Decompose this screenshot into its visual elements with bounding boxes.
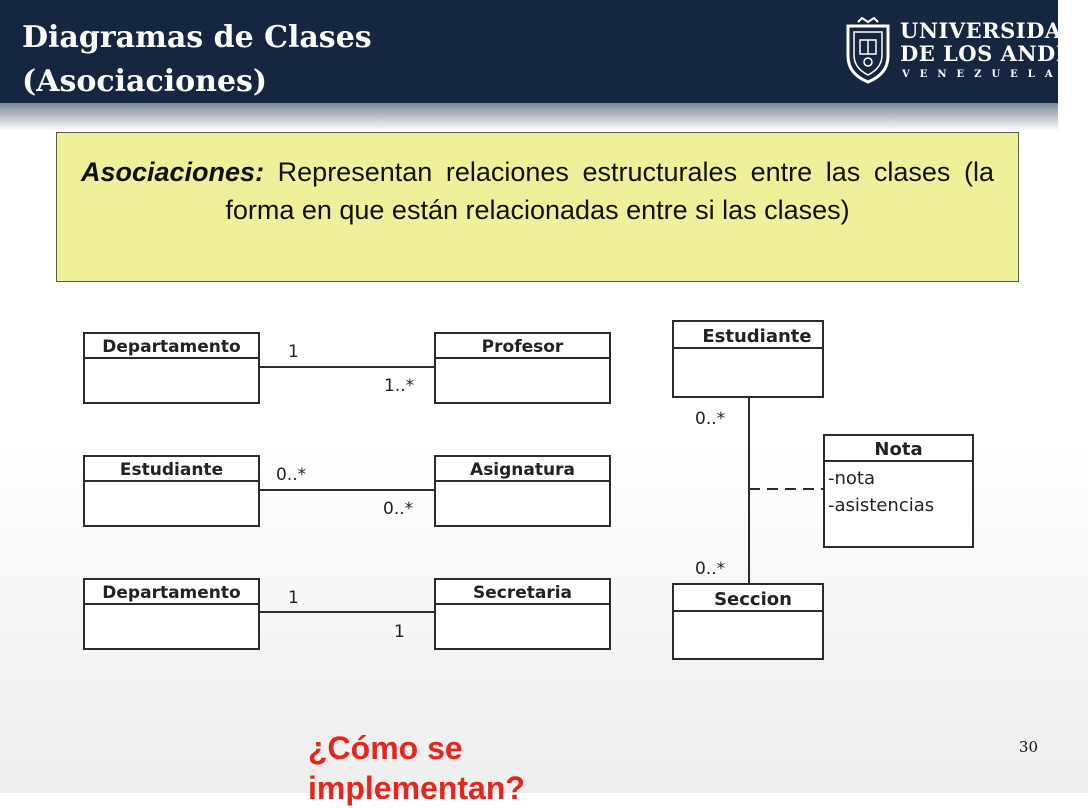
header-shadow bbox=[0, 103, 1058, 131]
university-logo bbox=[842, 18, 1088, 88]
class-name: Estudiante bbox=[119, 460, 224, 480]
uml-class-departamento bbox=[84, 333, 259, 403]
page-number: 30 bbox=[1018, 738, 1038, 756]
uml-class-asignatura bbox=[435, 456, 610, 526]
uml-class-seccion bbox=[673, 584, 823, 659]
slide-header bbox=[0, 0, 1088, 103]
uml-class-nota bbox=[824, 435, 973, 547]
definition-text: Representan relaciones estructurales entre las clases (la forma en que están relacionadas entre si las clases) bbox=[225, 157, 994, 225]
class-name: Nota bbox=[874, 439, 923, 460]
class-name: Secretaria bbox=[472, 583, 573, 603]
class-name: Estudiante bbox=[702, 326, 812, 347]
slide-title bbox=[22, 16, 442, 104]
class-name: Departamento bbox=[102, 337, 241, 357]
logo-text-venezuela: VENEZUELA bbox=[902, 69, 1063, 80]
uml-class-profesor bbox=[435, 333, 610, 403]
question-line2: implementan? bbox=[308, 770, 525, 806]
multiplicity-label: 0..* bbox=[695, 559, 726, 579]
definition-box bbox=[56, 132, 1019, 282]
class-name: Profesor bbox=[481, 337, 564, 357]
multiplicity-label: 0..* bbox=[695, 409, 726, 429]
multiplicity-label: 1 bbox=[288, 588, 299, 608]
multiplicity-label: 0..* bbox=[383, 499, 414, 519]
class-name: Departamento bbox=[102, 583, 241, 603]
question-line1: ¿Cómo se bbox=[308, 730, 463, 766]
uml-class-secretaria bbox=[435, 579, 610, 649]
logo-text-de-los-andes: DE LOS ANDES bbox=[900, 41, 1088, 66]
uml-class-estudiante bbox=[673, 321, 823, 397]
multiplicity-label: 1 bbox=[394, 622, 405, 642]
multiplicity-label: 1 bbox=[288, 342, 299, 362]
class-attribute: -nota bbox=[828, 468, 876, 489]
slide-title-line1: Diagramas de Clases bbox=[22, 20, 372, 55]
question-text bbox=[308, 728, 608, 808]
slide-title-line2: (Asociaciones) bbox=[22, 64, 268, 99]
class-attribute: -asistencias bbox=[828, 495, 935, 516]
uml-association-diagram bbox=[0, 300, 1058, 670]
university-seal-icon bbox=[842, 18, 894, 84]
uml-class-estudiante bbox=[84, 456, 259, 526]
multiplicity-label: 1..* bbox=[384, 376, 415, 396]
class-name: Seccion bbox=[714, 589, 792, 610]
class-name: Asignatura bbox=[470, 460, 575, 480]
logo-text-universidad: UNIVERSIDAD bbox=[900, 18, 1081, 43]
definition-term: Asociaciones: bbox=[81, 157, 265, 187]
uml-class-departamento bbox=[84, 579, 259, 649]
multiplicity-label: 0..* bbox=[276, 465, 307, 485]
